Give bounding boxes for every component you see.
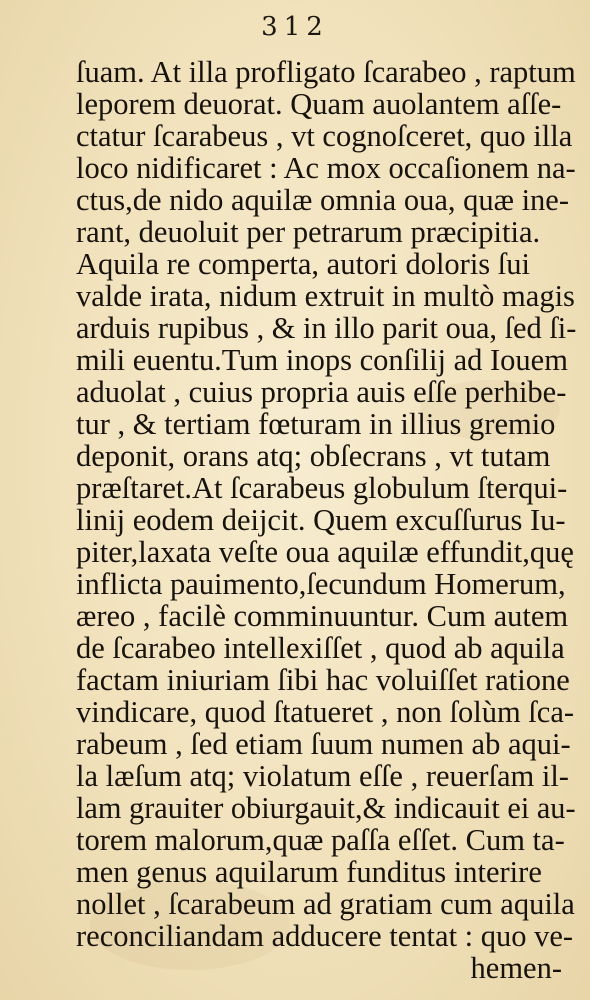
- text-line: mili euentu.Tum inops conſilij ad Iouem: [76, 343, 568, 377]
- text-line: rabeum , ſed etiam ſuum numen ab aqui-: [76, 727, 571, 761]
- text-line: rant, deuoluit per petrarum præcipitia.: [76, 215, 541, 249]
- page-number: 312: [261, 12, 329, 42]
- catchword: hemen-: [470, 951, 562, 985]
- text-line: lam grauiter obiurgauit,& indicauit ei au-: [76, 791, 576, 825]
- text-line: piter,laxata veſte oua aquilæ effundit,quę: [76, 535, 574, 569]
- text-line: præſtaret.At ſcarabeus globulum ſterqui-: [76, 471, 568, 505]
- text-line: ctatur ſcarabeus , vt cognoſceret, quo illa: [76, 119, 573, 153]
- text-line: reconciliandam adducere tentat : quo ve-: [76, 919, 574, 953]
- text-line: factam iniuriam ſibi hac voluiſſet ratione: [76, 663, 570, 697]
- text-line: ctus,de nido aquilæ omnia oua, quæ ine-: [76, 183, 570, 217]
- text-line: arduis rupibus , & in illo parit oua, ſed ſi-: [76, 311, 577, 345]
- text-line: valde irata, nidum extruit in multò magis: [76, 279, 575, 313]
- text-line: de ſcarabeo intellexiſſet , quod ab aquila: [76, 631, 565, 665]
- text-line: vindicare, quod ſtatueret , non ſolùm ſca-: [76, 695, 575, 729]
- text-line: loco nidificaret : Ac mox occaſionem na-: [76, 151, 576, 185]
- text-line: deponit, orans atq; obſecrans , vt tutam: [76, 439, 551, 473]
- text-line: Aquila re comperta, autori doloris ſui: [76, 247, 530, 281]
- body-text: [76, 56, 576, 984]
- text-line: leporem deuorat. Quam auolantem aſſe-: [76, 87, 562, 121]
- text-line: men genus aquilarum funditus interire: [76, 855, 542, 889]
- text-line: tur , & tertiam fœturam in illius gremio: [76, 407, 556, 441]
- text-line: æreo , facilè comminuuntur. Cum autem: [76, 599, 569, 633]
- text-line: linij eodem deijcit. Quem excuſſurus Iu-: [76, 503, 566, 537]
- text-line: torem malorum,quæ paſſa eſſet. Cum ta-: [76, 823, 565, 857]
- text-line: aduolat , cuius propria auis eſſe perhibe-: [76, 375, 567, 409]
- text-line: la læſum atq; violatum eſſe , reuerſam il-: [76, 759, 569, 793]
- text-line: inflicta pauimento,ſecundum Homerum,: [76, 567, 566, 601]
- text-line: nollet , ſcarabeum ad gratiam cum aquila: [76, 887, 575, 921]
- text-line: ſuam. At illa profligato ſcarabeo , raptum: [76, 55, 576, 89]
